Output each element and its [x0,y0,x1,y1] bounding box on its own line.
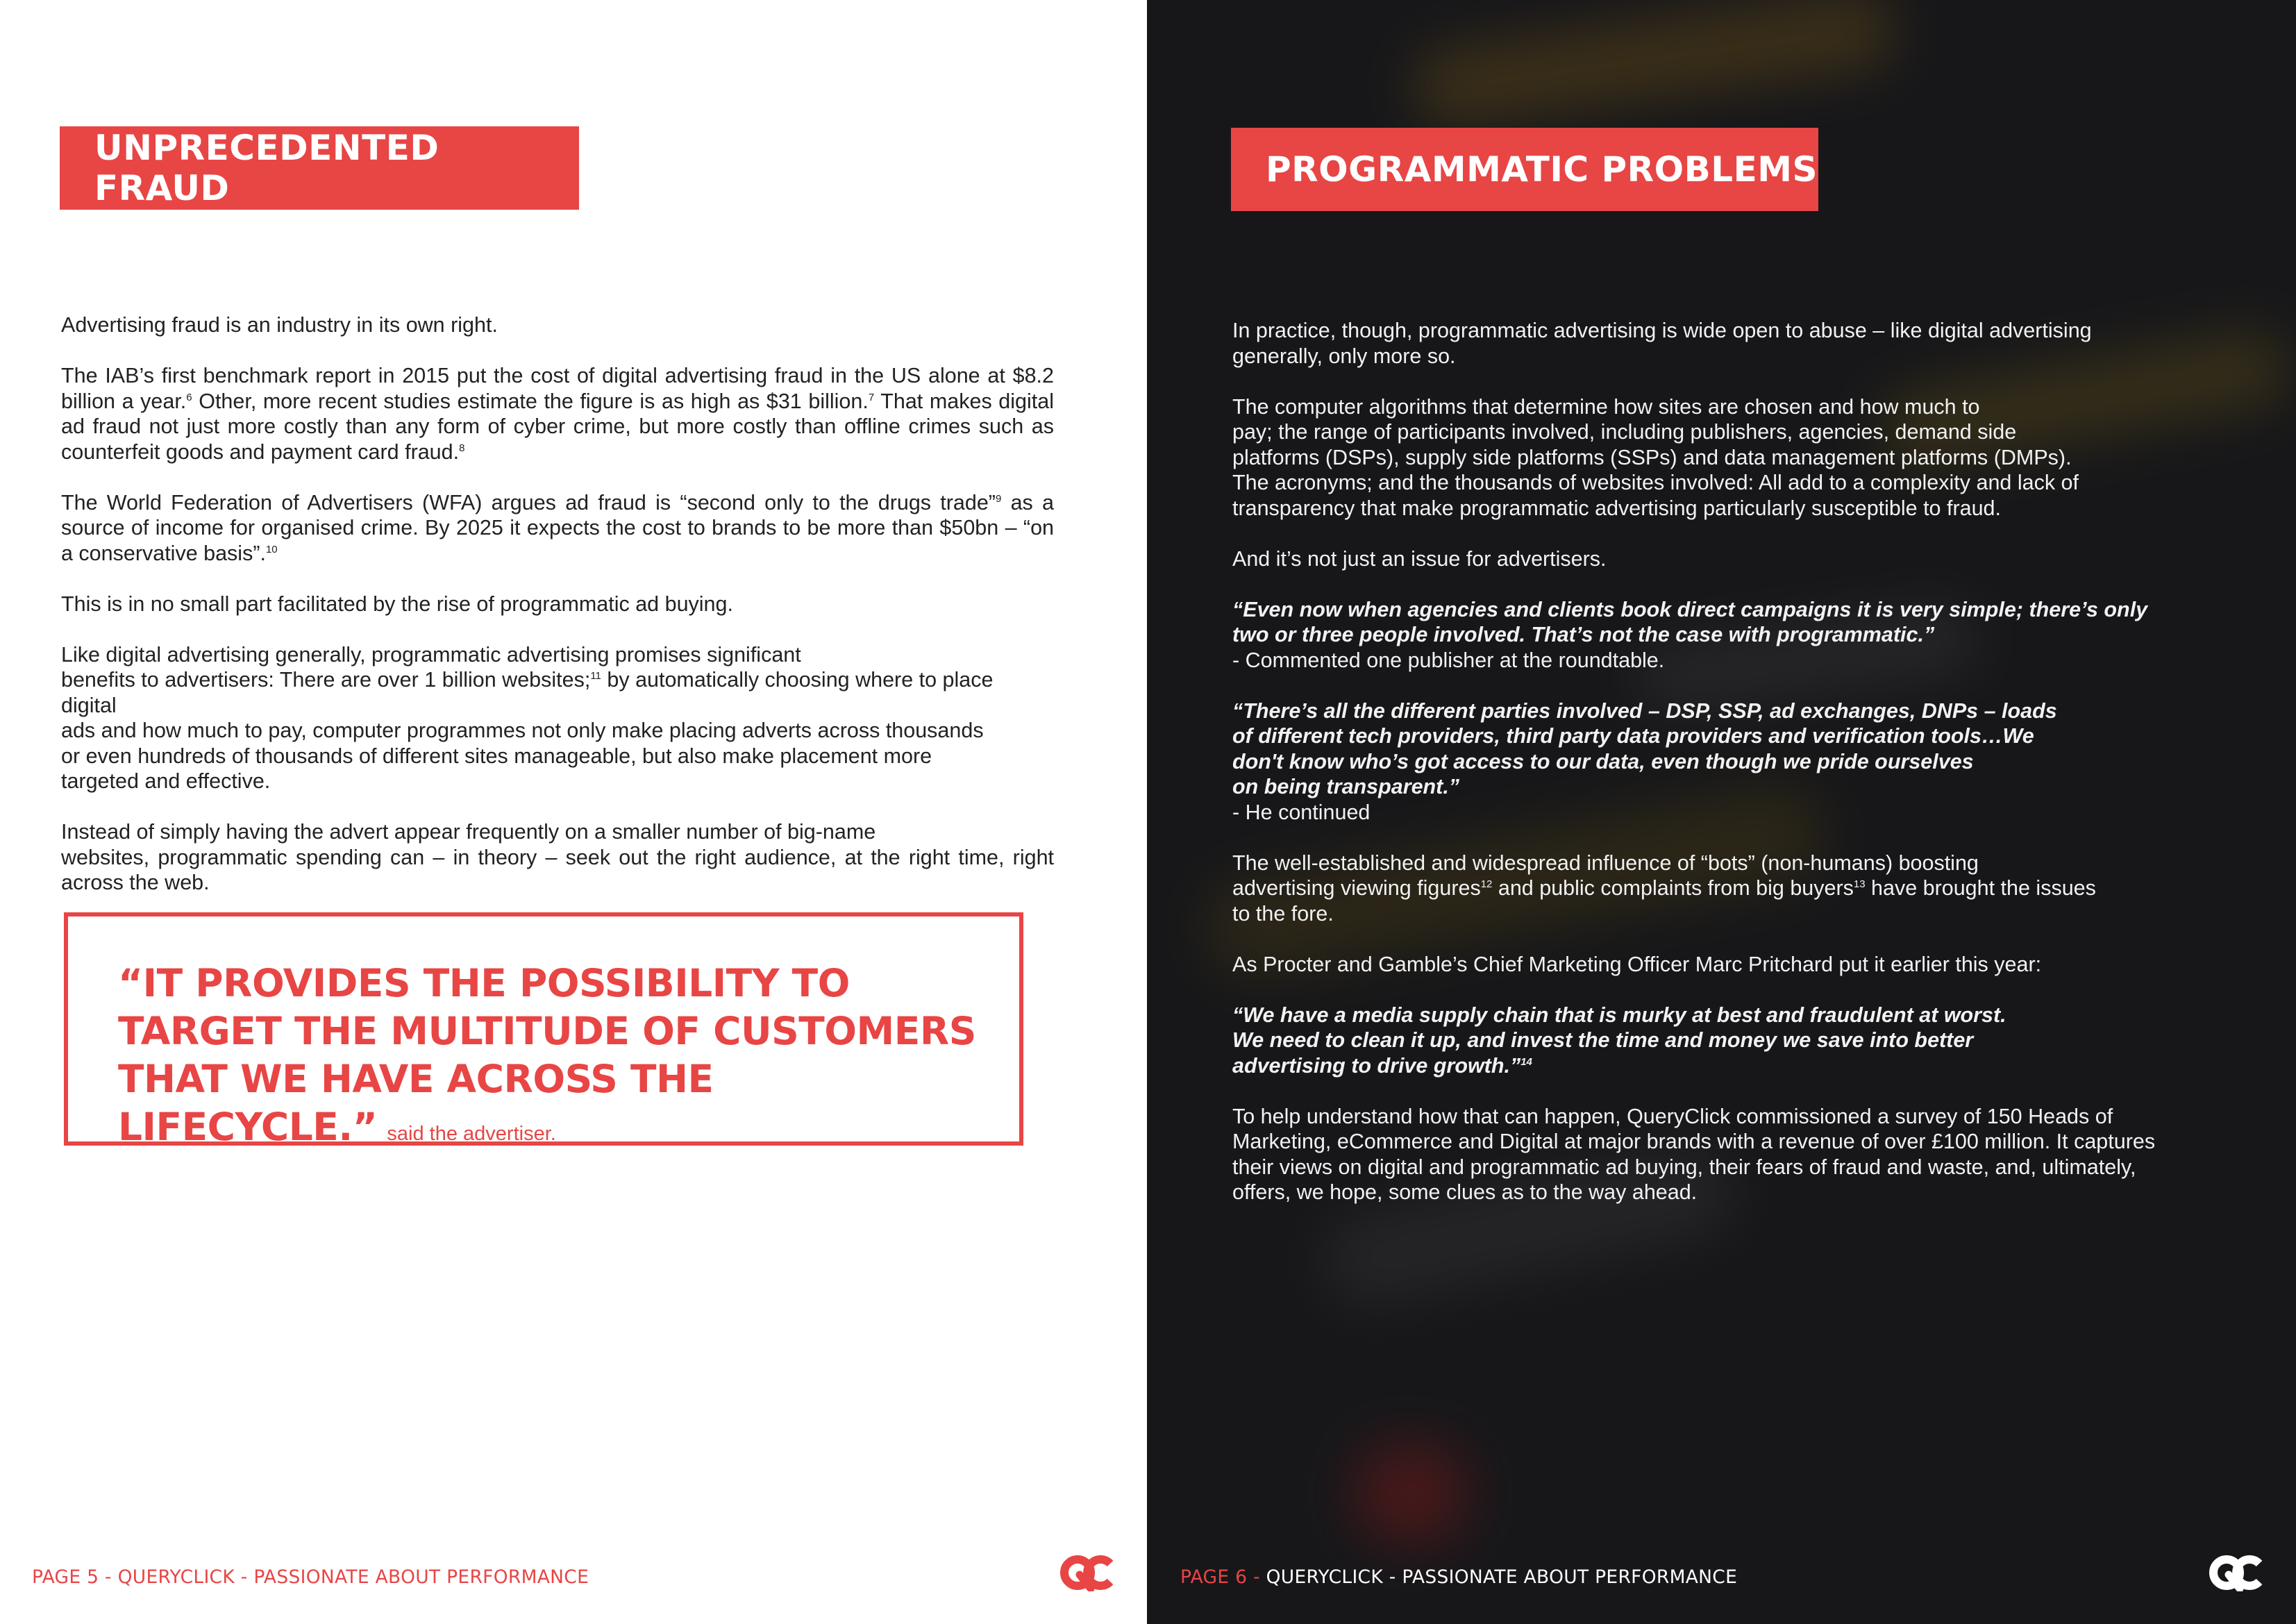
left-page [0,0,1147,1624]
paragraph: Advertising fraud is an industry in its own right. [61,313,498,337]
paragraph: Instead of simply having the advert appear frequently on a smaller number of big-name websites, programmatic spending can – in theory – seek out the right audience, at the right time, right across the web. [61,820,1054,894]
pull-quote-attribution: said the advertiser. [387,1123,556,1145]
page-title [1231,128,1818,211]
paragraph: This is in no small part facilitated by the rise of programmatic ad buying. [61,592,733,616]
paragraph: To help understand how that can happen, QueryClick commissioned a survey of 150 Heads of Marketing, eCommerce and Digital at major brands with a revenue of over £100 million. It captures their views on digital and programmatic ad buying, their fears of fraud and waste, and, ultimately, offers, we hope, some clues as to the way ahead. [1232,1104,2156,1204]
pull-quote [118,960,1007,1158]
paragraph: As Procter and Gamble’s Chief Marketing Officer Marc Pritchard put it earlier this year: [1232,952,2042,976]
body-text [61,312,1054,921]
paragraph: The World Federation of Advertisers (WFA) argues ad fraud is “second only to the drugs trade”$^9$ as a source of income for organised crime. By 2025 it expects the cost to brands to be more than $50bn – “on a conservative basis”.$^{10}$ [61,490,1054,565]
quote-attribution: - Commented one publisher at the roundtable. [1232,648,1665,672]
quote-block: “There’s all the different parties involved – DSP, SSP, ad exchanges, DNPs – loads of different tech providers, third party data providers and verification tools…We don't know who’s got access to our data, even though we pride ourselves on being transparent.” - He continued [1232,698,2057,824]
footnote-ref[interactable]: 13 [1853,878,1866,890]
footnote-ref[interactable]: 6 [186,391,192,403]
queryclick-logo-icon [2208,1554,2263,1591]
queryclick-logo-icon [1059,1554,1114,1591]
paragraph: The well-established and widespread influence of “bots” (non-humans) boosting advertising viewing figures$^{12}$ and public complaints from big buyers$^{13}$ have brought the issues to the fore. [1232,851,2096,926]
footnote-ref[interactable]: 10 [265,543,278,555]
page-footer: PAGE 5 - QUERYCLICK - PASSIONATE ABOUT PERFORMANCE [32,1566,589,1588]
quote-block: “Even now when agencies and clients book direct campaigns it is very simple; there’s only two or three people involved. That’s not the case with programmatic.” - Commented one publisher at the roundtable. [1232,597,2148,672]
paragraph: The computer algorithms that determine how sites are chosen and how much to pay; the range of participants involved, including publishers, agencies, demand side platforms (DSPs), supply side platforms (SSPs) and data management platforms (DMPs). The acronyms; and the thousands of websites involved: All add to a complexity and lack of transparency that make programmatic advertising particularly susceptible to fraud. [1232,394,2079,520]
footnote-ref[interactable]: 14 [1520,1055,1532,1068]
footnote-ref[interactable]: 7 [868,391,875,403]
body-text [1232,318,2204,1230]
footnote-ref[interactable]: 12 [1480,878,1493,890]
background-streak [1355,1444,1466,1541]
background-streak [1408,0,1900,131]
page-number: PAGE 6 [1180,1566,1248,1588]
quote-block: “We have a media supply chain that is murky at best and fraudulent at worst. We need to clean it up, and invest the time and money we save into better advertising to drive growth.”$^{14}$ [1232,1003,2006,1078]
paragraph: Like digital advertising generally, programmatic advertising promises significant benefits to advertisers: There are over 1 billion websites;$^{11}$ by automatically choosing where to place digital ads and how much to pay, computer programmes not only make placing adverts across thousands or even hundreds of thousands of different sites manageable, but also make placement more targeted and effective. [61,642,994,793]
paragraph: In practice, though, programmatic advertising is wide open to abuse – like digital advertising generally, only more so. [1232,319,2092,368]
page-title-text: PROGRAMMATIC PROBLEMS [1266,149,1818,190]
page-footer: PAGE 6 - QUERYCLICK - PASSIONATE ABOUT PERFORMANCE [1180,1566,1738,1588]
right-page [1147,0,2296,1624]
quote-attribution: - He continued [1232,800,1371,824]
pull-quote-text: “IT PROVIDES THE POSSIBILITY TO TARGET THE MULTITUDE OF CUSTOMERS THAT WE HAVE ACROSS THE LIFECYCLE.” [118,961,976,1149]
paragraph: The IAB’s first benchmark report in 2015 put the cost of digital advertising fraud in the US alone at $8.2 billion a year.$^6$ Other, more recent studies estimate the figure is as high as $31 billion.$^7$ That makes digital ad fraud not just more costly than any form of cyber crime, but more costly than offline crimes such as counterfeit goods and payment card fraud.$^8$ [61,364,1054,464]
footnote-ref[interactable]: 8 [459,442,465,454]
footnote-ref[interactable]: 9 [995,492,1002,505]
paragraph: And it’s not just an issue for advertisers. [1232,546,1607,571]
page-title [60,126,579,210]
page-title-text: UNPRECEDENTED FRAUD [94,128,439,208]
footnote-ref[interactable]: 11 [590,669,601,682]
pull-quote-box [64,912,1023,1149]
